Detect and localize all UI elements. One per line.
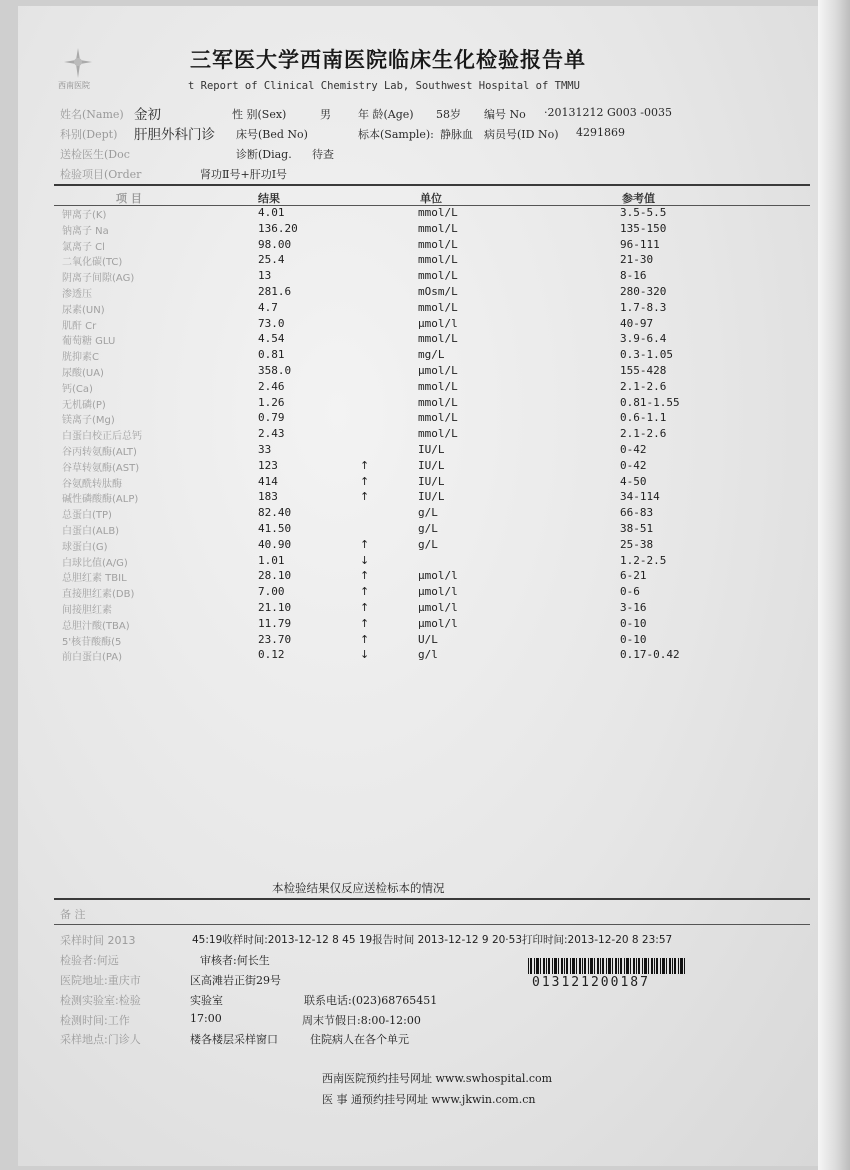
table-row <box>0 332 850 348</box>
inpatient-note: 住院病人在各个单元 <box>310 1033 409 1046</box>
order-value: 肾功Ⅱ号+肝功Ⅰ号 <box>200 168 288 181</box>
unit-value: μmol/l <box>418 600 458 614</box>
barcode-number: 013121200187 <box>532 975 650 990</box>
reference-range: 21-30 <box>620 253 654 267</box>
result-value: 2.43 <box>258 427 285 441</box>
reference-range: 1.7-8.3 <box>620 300 667 314</box>
tester-label: 检验者:何远 <box>60 954 119 967</box>
note-rule <box>54 898 810 900</box>
result-value: 7.00 <box>258 585 285 599</box>
reference-range: 40-97 <box>620 316 654 330</box>
result-value: 123 <box>258 458 278 472</box>
reference-range: 3.9-6.4 <box>620 332 667 346</box>
table-row <box>0 522 850 538</box>
table-row <box>0 538 850 554</box>
unit-value: IU/L <box>418 490 445 504</box>
table-row <box>0 617 850 633</box>
table-row <box>0 506 850 522</box>
unit-value: mmol/L <box>418 395 458 409</box>
result-value: 1.01 <box>258 553 285 567</box>
result-value: 28.10 <box>258 569 292 583</box>
unit-value: g/l <box>418 648 438 662</box>
result-value: 25.4 <box>258 253 285 267</box>
bed-label: 床号(Bed No) <box>236 128 308 141</box>
abnormal-flag: ↑ <box>360 632 370 646</box>
name-label: 姓名(Name) <box>60 108 124 121</box>
item-name: 尿素(UN) <box>62 304 105 316</box>
table-row <box>0 269 850 285</box>
result-value: 136.20 <box>258 221 298 235</box>
abnormal-flag: ↑ <box>360 585 370 599</box>
footer-line-2: 医 事 通预约挂号网址 www.jkwin.com.cn <box>322 1093 536 1106</box>
disclaimer-note: 本检验结果仅反应送检标本的情况 <box>272 881 445 895</box>
remark-label: 备 注 <box>60 908 86 921</box>
result-value: 4.7 <box>258 300 278 314</box>
abnormal-flag: ↓ <box>360 648 370 662</box>
table-row <box>0 253 850 269</box>
reference-range: 2.1-2.6 <box>620 427 667 441</box>
unit-value: mOsm/L <box>418 284 458 298</box>
unit-value: g/L <box>418 506 438 520</box>
item-name: 直接胆红素(DB) <box>62 589 135 601</box>
result-value: 0.79 <box>258 411 285 425</box>
result-value: 183 <box>258 490 278 504</box>
id-label: 病员号(ID No) <box>484 128 559 141</box>
order-label: 检验项目(Order <box>60 168 142 181</box>
table-row <box>0 285 850 301</box>
result-value: 82.40 <box>258 506 292 520</box>
reference-range: 0.3-1.05 <box>620 348 673 362</box>
reference-range: 3.5-5.5 <box>620 206 667 219</box>
item-name: 前白蛋白(PA) <box>62 652 123 664</box>
patient-name: 金初 <box>134 107 161 123</box>
doctor-label: 送检医生(Doc <box>60 148 130 161</box>
result-value: 281.6 <box>258 284 292 298</box>
item-name: 间接胆红素 <box>62 604 112 616</box>
abnormal-flag: ↑ <box>360 537 370 551</box>
site-label: 采样地点:门诊人 <box>60 1033 141 1046</box>
unit-value: mmol/L <box>418 300 458 314</box>
table-row <box>0 396 850 412</box>
result-value: 11.79 <box>258 616 292 630</box>
table-row <box>0 443 850 459</box>
item-name: 钾离子(K) <box>62 210 107 221</box>
table-row <box>0 222 850 238</box>
unit-value: mmol/L <box>418 206 458 219</box>
item-name: 总蛋白(TP) <box>62 510 112 522</box>
item-name: 白蛋白(ALB) <box>62 525 120 537</box>
lab-value: 实验室 <box>190 994 223 1007</box>
reference-range: 0.6-1.1 <box>620 411 667 425</box>
abnormal-flag: ↑ <box>360 616 370 630</box>
table-row <box>0 585 850 601</box>
table-row <box>0 411 850 427</box>
id-value: 4291869 <box>576 126 625 139</box>
unit-value: IU/L <box>418 458 445 472</box>
item-name: 5'核苷酸酶(5 <box>62 636 122 648</box>
unit-value: mmol/L <box>418 269 458 283</box>
result-value: 414 <box>258 474 278 488</box>
no-value: ·20131212 G003 -0035 <box>544 106 672 119</box>
dept-label: 科别(Dept) <box>60 128 118 141</box>
table-row <box>0 380 850 396</box>
col-head-unit: 单位 <box>420 192 442 205</box>
unit-value: IU/L <box>418 474 445 488</box>
unit-value: mmol/L <box>418 427 458 441</box>
result-value: 41.50 <box>258 521 292 535</box>
item-name: 谷草转氨酶(AST) <box>62 462 140 474</box>
table-row <box>0 364 850 380</box>
unit-value: g/L <box>418 537 438 551</box>
result-value: 98.00 <box>258 237 292 251</box>
sex-value: 男 <box>320 108 331 121</box>
result-value: 13 <box>258 269 272 283</box>
item-name: 总胆红素 TBIL <box>62 573 127 585</box>
reference-range: 2.1-2.6 <box>620 379 667 393</box>
sample-label: 标本(Sample): <box>358 128 434 141</box>
item-name: 钠离子 Na <box>62 225 109 237</box>
reference-range: 1.2-2.5 <box>620 553 667 567</box>
reference-range: 0.17-0.42 <box>620 648 680 662</box>
reference-range: 66-83 <box>620 506 654 520</box>
unit-value: mmol/L <box>418 332 458 346</box>
reference-range: 155-428 <box>620 363 667 377</box>
abnormal-flag: ↑ <box>360 600 370 614</box>
report-subtitle: t Report of Clinical Chemistry Lab, Southwest Hospital of TMMU <box>188 80 580 92</box>
reference-range: 6-21 <box>620 569 647 583</box>
item-name: 钙(Ca) <box>62 383 93 395</box>
sample-value: 静脉血 <box>440 128 473 141</box>
no-label: 编号 No <box>484 108 526 121</box>
unit-value: mmol/L <box>418 253 458 267</box>
item-name: 球蛋白(G) <box>62 541 108 553</box>
reference-range: 96-111 <box>620 237 660 251</box>
reference-range: 0-42 <box>620 458 647 472</box>
work-time-label: 检测时间:工作 <box>60 1014 130 1027</box>
item-name: 渗透压 <box>62 288 92 300</box>
reference-range: 0-10 <box>620 632 647 646</box>
dept-value: 肝胆外科门诊 <box>134 127 215 143</box>
unit-value: IU/L <box>418 442 445 456</box>
item-name: 葡萄糖 GLU <box>62 336 116 348</box>
unit-value: μmol/l <box>418 585 458 599</box>
reference-range: 0-6 <box>620 585 640 599</box>
reference-range: 8-16 <box>620 269 647 283</box>
item-name: 氯离子 Cl <box>62 241 105 253</box>
diag-label: 诊断(Diag. <box>236 148 292 161</box>
abnormal-flag: ↑ <box>360 458 370 472</box>
reference-range: 25-38 <box>620 537 654 551</box>
table-row <box>0 317 850 333</box>
lab-label: 检测实验室:检验 <box>60 994 141 1007</box>
item-name: 无机磷(P) <box>62 399 106 411</box>
abnormal-flag: ↑ <box>360 569 370 583</box>
item-name: 白蛋白校正后总钙 <box>62 431 142 443</box>
table-row <box>0 490 850 506</box>
col-head-item: 项 目 <box>116 192 142 205</box>
diag-value: 待查 <box>312 148 334 161</box>
times-line: 45:19收样时间:2013-12-12 8 45 19报告时间 2013-12-12 9 20·53打印时间:2013-12-20 8 23:57 <box>192 934 673 946</box>
reference-range: 4-50 <box>620 474 647 488</box>
footer-line-1: 西南医院预约挂号网址 www.swhospital.com <box>322 1072 553 1085</box>
table-row <box>0 459 850 475</box>
reference-range: 0-42 <box>620 442 647 456</box>
reference-range: 3-16 <box>620 600 647 614</box>
result-value: 4.54 <box>258 332 285 346</box>
table-row <box>0 301 850 317</box>
reference-range: 0-10 <box>620 616 647 630</box>
table-row <box>0 633 850 649</box>
unit-value: μmol/L <box>418 363 458 377</box>
col-head-ref: 参考值 <box>622 192 655 205</box>
table-row <box>0 554 850 570</box>
table-row <box>0 475 850 491</box>
unit-value: mmol/L <box>418 237 458 251</box>
unit-value: mg/L <box>418 348 445 362</box>
result-value: 1.26 <box>258 395 285 409</box>
hospital-logo <box>58 46 118 90</box>
result-value: 40.90 <box>258 537 292 551</box>
result-value: 23.70 <box>258 632 292 646</box>
weekend-hours: 周末节假日:8:00-12:00 <box>302 1014 421 1027</box>
reference-range: 135-150 <box>620 221 667 235</box>
unit-value: μmol/l <box>418 316 458 330</box>
item-name: 谷氨酰转肽酶 <box>62 478 122 490</box>
unit-value: mmol/L <box>418 411 458 425</box>
remark-rule <box>54 924 810 925</box>
item-name: 胱抑素C <box>62 352 99 364</box>
result-value: 4.01 <box>258 206 285 219</box>
table-row <box>0 348 850 364</box>
item-name: 肌酐 Cr <box>62 320 97 332</box>
result-value: 0.12 <box>258 648 285 662</box>
results-table <box>0 206 850 664</box>
result-value: 2.46 <box>258 379 285 393</box>
table-row <box>0 206 850 222</box>
item-name: 镁离子(Mg) <box>62 415 115 427</box>
result-value: 0.81 <box>258 348 285 362</box>
table-row <box>0 648 850 664</box>
result-value: 358.0 <box>258 363 292 377</box>
reviewer: 审核者:何长生 <box>200 954 270 967</box>
abnormal-flag: ↑ <box>360 474 370 488</box>
logo-text: 西南医院 <box>58 81 90 90</box>
unit-value: mmol/L <box>418 221 458 235</box>
table-row <box>0 238 850 254</box>
item-name: 谷丙转氨酶(ALT) <box>62 446 137 458</box>
reference-range: 0.81-1.55 <box>620 395 680 409</box>
phone: 联系电话:(023)68765451 <box>304 994 438 1007</box>
reference-range: 280-320 <box>620 284 667 298</box>
item-name: 总胆汁酸(TBA) <box>62 620 130 632</box>
unit-value: U/L <box>418 632 438 646</box>
table-row <box>0 569 850 585</box>
item-name: 二氧化碳(TC) <box>62 257 123 269</box>
site-value: 楼各楼层采样窗口 <box>190 1033 278 1046</box>
abnormal-flag: ↓ <box>360 553 370 567</box>
result-value: 33 <box>258 442 272 456</box>
reference-range: 34-114 <box>620 490 660 504</box>
unit-value: g/L <box>418 521 438 535</box>
sample-time-label: 采样时间 2013 <box>60 934 136 947</box>
address-value: 区高滩岩正街29号 <box>190 974 281 987</box>
age-label: 年 龄(Age) <box>358 108 414 121</box>
abnormal-flag: ↑ <box>360 490 370 504</box>
item-name: 阴离子间隙(AG) <box>62 273 135 285</box>
sex-label: 性 别(Sex) <box>232 108 287 121</box>
col-head-result: 结果 <box>258 192 280 205</box>
work-time-value: 17:00 <box>190 1012 222 1025</box>
table-row <box>0 427 850 443</box>
age-value: 58岁 <box>436 108 461 121</box>
unit-value: mmol/L <box>418 379 458 393</box>
unit-value: μmol/l <box>418 616 458 630</box>
result-value: 73.0 <box>258 316 285 330</box>
table-row <box>0 601 850 617</box>
result-value: 21.10 <box>258 600 292 614</box>
header-rule <box>54 184 810 186</box>
item-name: 白球比值(A/G) <box>62 557 128 569</box>
reference-range: 38-51 <box>620 521 654 535</box>
item-name: 尿酸(UA) <box>62 367 104 379</box>
address-label: 医院地址:重庆市 <box>60 974 141 987</box>
item-name: 碱性磷酸酶(ALP) <box>62 494 139 506</box>
report-title: 三军医大学西南医院临床生化检验报告单 <box>190 48 586 72</box>
unit-value: μmol/l <box>418 569 458 583</box>
